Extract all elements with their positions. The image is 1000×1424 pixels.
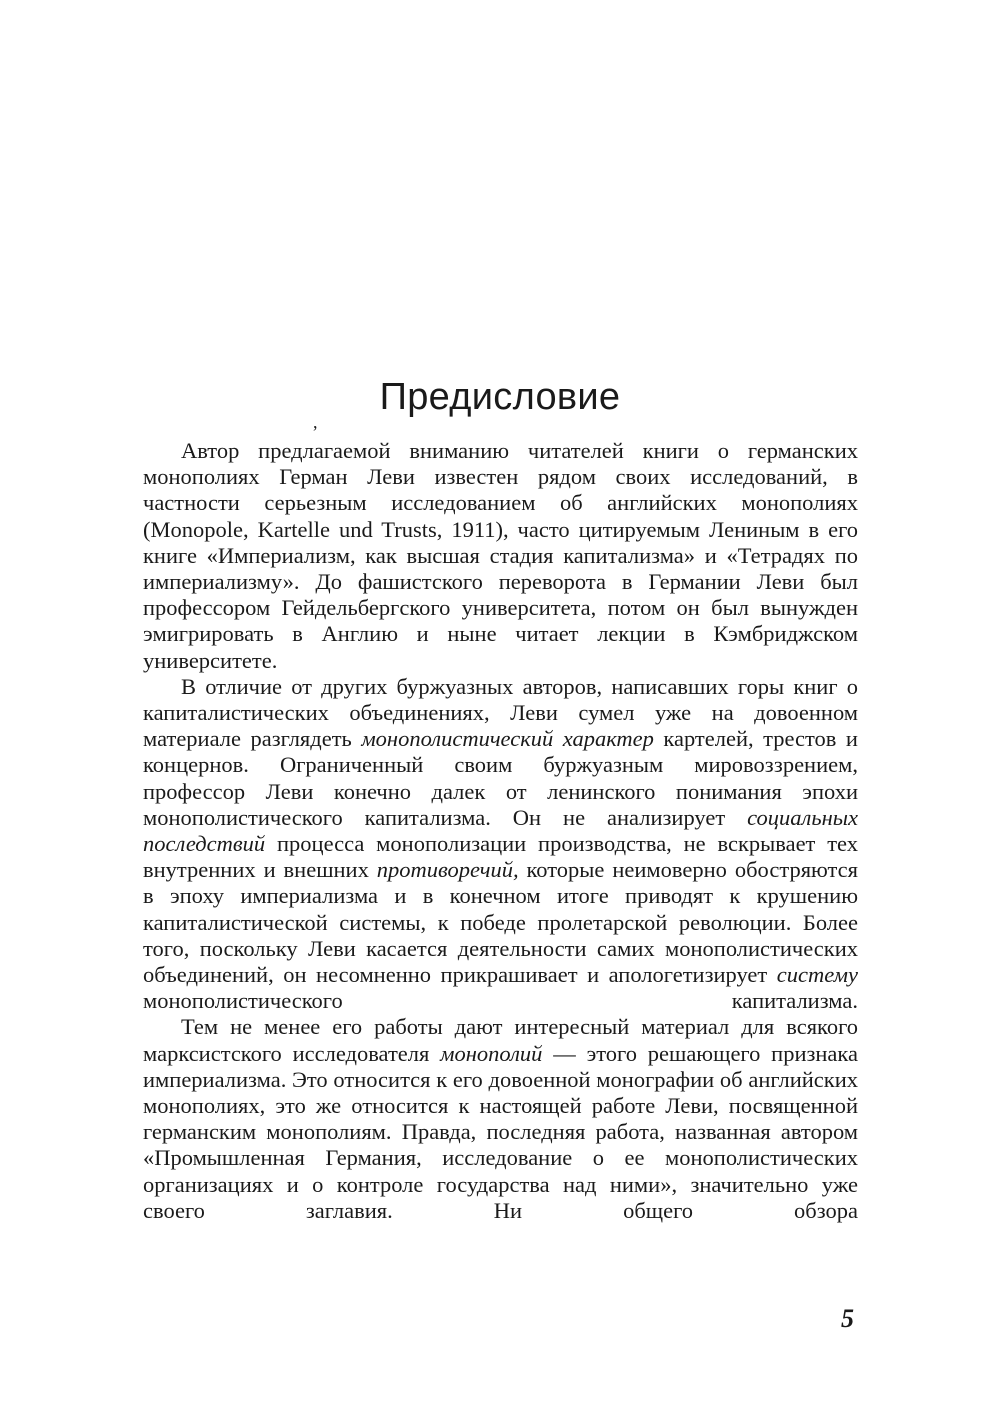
page-number: 5 (841, 1304, 854, 1333)
paragraph-text: — этого решающего признака империализма. Это относится к его довоенной монографии об английских монополиях, это же относится к настоящей работе Леви, посвященной германским монополиям. Правда, последняя работа, названная автором «Промышленная Германия, исследование о ее монополистических организациях и о контроле государства над ними», значительно уже своего заглавия. Ни общего обзора (143, 1040, 858, 1223)
emphasis-text: монополистический характер (361, 726, 654, 752)
paragraph-3 (143, 1014, 858, 1224)
paragraph-text: Тем не менее его работы дают интересный материал для всякого марксистского исследователя (143, 1014, 858, 1066)
paragraph-text: которые неимоверно обостряются в эпоху империализма и в конечном итоге приводят к крушению капиталистической системы, к победе пролетарской революции. Более того, поскольку Леви касается деятельности самих монополистических объединений, он несомненно прикрашивает и апологетизирует (143, 857, 858, 988)
paragraph-text: монополистического капитализма. (143, 988, 858, 1014)
paragraph-2 (143, 674, 858, 1015)
emphasis-text: противоречий, (376, 857, 519, 883)
page-title: Предисловие (379, 376, 621, 418)
paragraph-text: картелей, трестов и концернов. Ограниченный своим буржуазным мировоззрением, профессор Леви конечно далек от ленинского понимания эпохи монополистического капитализма. Он не анализирует (143, 726, 858, 830)
paragraph-text: Автор предлагаемой вниманию читателей книги о германских монополиях Герман Леви известен рядом своих исследований, в частности серьезным исследованием об английских монополиях (Monopole, Kartelle und Trusts, 1911), часто цитируемым Лениным в его книге «Империализм, как высшая стадия капитализма» и «Тетрадях по империализму». До фашистского переворота в Германии Леви был профессором Гейдельбергского университета, потом он был вынужден эмигрировать в Англию и ныне читает лекции в Кэмбриджском университете. (143, 438, 858, 673)
paragraph-text: процесса монополизации производства, не вскрывает тех внутренних и внешних (143, 831, 858, 883)
emphasis-text: систему (776, 962, 858, 988)
paragraph-1 (143, 438, 858, 674)
body-text (143, 438, 858, 1224)
stray-print-mark: , (313, 412, 318, 432)
paragraph-text: В отличие от других буржуазных авторов, написавших горы книг о капиталистических объединениях, Леви сумел уже на довоенном материале разглядеть (143, 673, 858, 752)
emphasis-text: монополий (440, 1040, 543, 1066)
emphasis-text: социальных последствий (143, 804, 858, 857)
